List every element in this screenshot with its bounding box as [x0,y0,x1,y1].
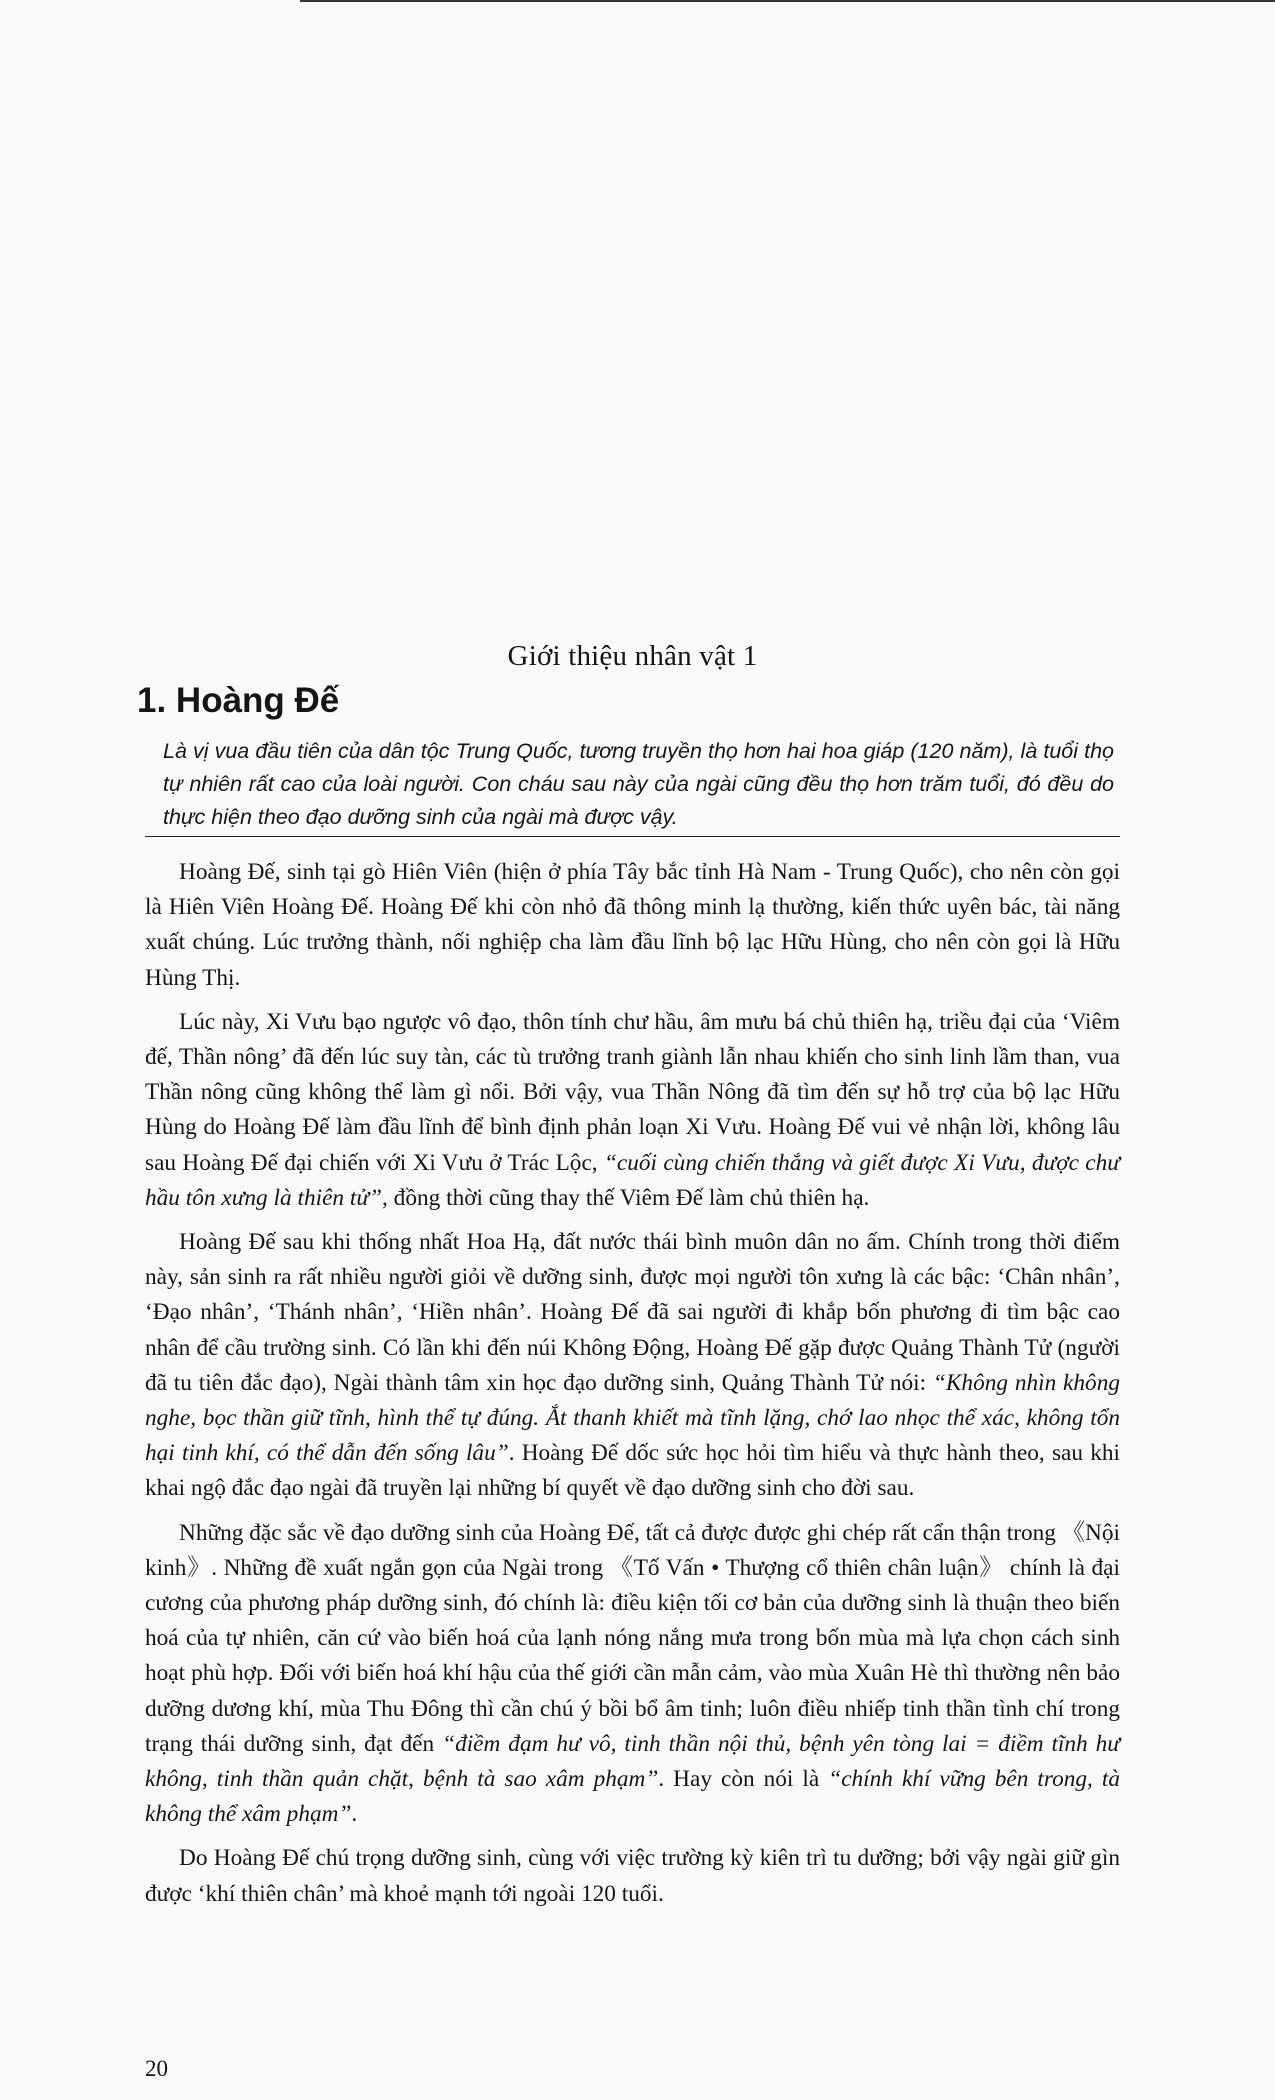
paragraph-3-text-a: Hoàng Đế sau khi thống nhất Hoa Hạ, đất nước thái bình muôn dân no ấm. Chính trong thời điểm này, sản sinh ra rất nhiều người giỏi về dưỡng sinh, được mọi người tôn xưng là các bậc: ‘Chân nhân’, ‘Đạo nhân’, ‘Thánh nhân’, ‘Hiền nhân’. Hoàng Đế đã sai người đi khắp bốn phương đi tìm bậc cao nhân để cầu trường sinh. Có lần khi đến núi Không Động, Hoàng Đế gặp được Quảng Thành Tử (người đã tu tiên đắc đạo), Ngài thành tâm xin học đạo dưỡng sinh, Quảng Thành Tử nói: [145,1229,1120,1396]
paragraph-4 [145,1516,1120,1833]
paragraph-4-text-b: . Hay còn nói là [658,1766,820,1793]
paragraph-1: Hoàng Đế, sinh tại gò Hiên Viên (hiện ở phía Tây bắc tỉnh Hà Nam - Trung Quốc), cho nên còn gọi là Hiên Viên Hoàng Đế. Hoàng Đế khi còn nhỏ đã thông minh lạ thường, kiến thức uyên bác, tài năng xuất chúng. Lúc trưởng thành, nối nghiệp cha làm đầu lĩnh bộ lạc Hữu Hùng, cho nên còn gọi là Hữu Hùng Thị. [145,859,1120,991]
paragraph-3-quote: “Không nhìn không nghe, bọc thần giữ tĩnh, hình thể tự đúng. Ắt thanh khiết mà tĩnh lặng, chớ lao nhọc thể xác, không tổn hại tinh khí, có thể dẫn đến sống lâu” [145,1369,1120,1467]
paragraph-4-quote-2: “chính khí vững bên trong, tà không thể xâm phạm” [145,1766,1120,1828]
paragraph-3 [145,1225,1120,1507]
paragraph-4-quote-1: “điềm đạm hư vô, tinh thần nội thủ, bệnh yên tòng lai = điềm tĩnh hư không, tinh thần quản chặt, bệnh tà sao xâm phạm” [145,1730,1120,1793]
section-header: Giới thiệu nhân vật 1 [507,640,758,672]
paragraph-2-text-a: Lúc này, Xi Vưu bạo ngược vô đạo, thôn tính chư hầu, âm mưu bá chủ thiên hạ, triều đại của ‘Viêm đế, Thần nông’ đã đến lúc suy tàn, các tù trưởng tranh giành lẫn nhau khiến cho sinh linh lầm than, vua Thần nông cũng không thể làm gì nổi. Bởi vậy, vua Thần Nông đã tìm đến sự hỗ trợ của bộ lạc Hữu Hùng do Hoàng Đế làm đầu lĩnh để bình định phản loạn Xi Vưu. Hoàng Đế vui vẻ nhận lời, không lâu sau Hoàng Đế đại chiến với Xi Vưu ở Trác Lộc, [145,1008,1120,1176]
paragraph-5: Do Hoàng Đế chú trọng dưỡng sinh, cùng với việc trường kỳ kiên trì tu dưỡng; bởi vậy ngài giữ gìn được ‘khí thiên chân’ mà khoẻ mạnh tới ngoài 120 tuổi. [145,1845,1120,1907]
page-number: 20 [145,2056,168,2081]
top-border-line [300,0,1275,2]
paragraph-4-text-c: . [351,1801,358,1828]
paragraph-3-text-b: . Hoàng Đế dốc sức học hỏi tìm hiểu và thực hành theo, sau khi khai ngộ đắc đạo ngài đã truyền lại những bí quyết về đạo dưỡng sinh cho đời sau. [145,1440,1120,1502]
paragraph-4-text-a: Những đặc sắc về đạo dưỡng sinh của Hoàng Đế, tất cả được được ghi chép rất cẩn thận trong 《Nội kinh》. Những đề xuất ngắn gọn của Ngài trong 《Tố Vấn • Thượng cổ thiên chân luận》 chính là đại cương của phương pháp dưỡng sinh, đó chính là: điều kiện tối cơ bản của dưỡng sinh là thuận theo biến hoá của tự nhiên, căn cứ vào biến hoá của lạnh nóng nắng mưa trong bốn mùa mà lựa chọn cách sinh hoạt phù hợp. Đối với biến hoá khí hậu của thế giới cần mẫn cảm, vào mùa Xuân Hè thì thường nên bảo dưỡng dương khí, mùa Thu Đông thì cần chú ý bồi bổ âm tinh; luôn điều nhiếp tinh thần tình chí trong trạng thái dưỡng sinh, đạt đến [145,1519,1120,1757]
chapter-summary: Là vị vua đầu tiên của dân tộc Trung Quốc, tương truyền thọ hơn hai hoa giáp (120 năm), là tuổi thọ tự nhiên rất cao của loài người. Con cháu sau này của ngài cũng đều thọ hơn trăm tuổi, đó đều do thực hiện theo đạo dưỡng sinh của ngài mà được vậy. [145,735,1120,837]
chapter-title: 1. Hoàng Đế [137,681,340,720]
paragraph-2 [145,1005,1120,1216]
paragraph-2-quote: “cuối cùng chiến thắng và giết được Xi Vưu, được chư hầu tôn xưng là thiên tử” [145,1149,1120,1211]
page-content [137,640,1120,1921]
paragraph-2-text-b: , đồng thời cũng thay thế Viêm Đế làm chủ thiên hạ. [382,1184,870,1211]
